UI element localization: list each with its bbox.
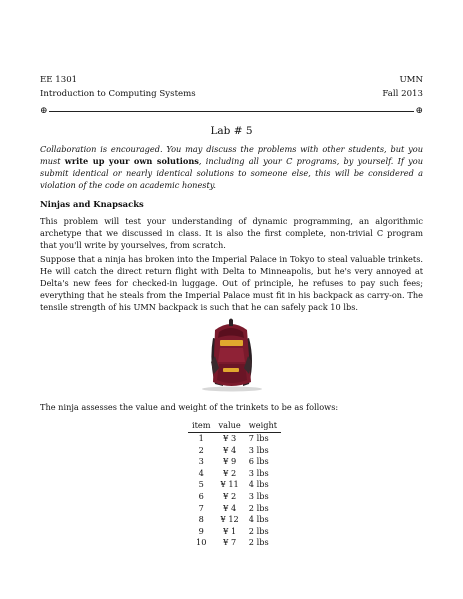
institution: UMN — [399, 75, 423, 85]
weight-cell: 7 lbs — [248, 433, 269, 443]
value-cell: ¥ 9 — [223, 456, 237, 467]
intro-paragraph: This problem will test your understanding of dynamic programming, an algorithmic archetype that we discussed in class. It is also the first complete, non-trivial C program that you'll write by yourselves, from scratch. — [40, 216, 423, 250]
value-cell: ¥ 4 — [223, 502, 237, 513]
rule-mark-left: ⊕ — [40, 106, 48, 116]
collaboration-policy — [40, 143, 423, 191]
weight-cell: 3 lbs — [248, 444, 269, 455]
page-title: Lab # 5 — [210, 125, 253, 137]
item-cell: 4 — [198, 467, 204, 478]
table-row — [188, 514, 281, 526]
weight-cell: 3 lbs — [248, 467, 269, 478]
value-cell: ¥ 3 — [223, 433, 237, 443]
story-paragraph: Suppose that a ninja has broken into the Imperial Palace in Tokyo to steal valuable trinkets. He will catch the direct return flight with Delta to Minneapolis, but he's very annoyed at Delta's new fees for checked-in luggage. Out of principle, he refuses to pay such fees; everything that he steals from the Imperial Palace must fit in his backpack as carry-on. The tensile strength of his UMN backpack is such that he can safely pack 10 lbs. — [40, 254, 423, 312]
value-cell: ¥ 11 — [220, 479, 239, 490]
value-cell: ¥ 2 — [223, 490, 237, 501]
weight-cell: 4 lbs — [248, 479, 269, 490]
header-rule — [40, 107, 423, 116]
item-cell: 7 — [198, 502, 204, 513]
rule-line — [49, 111, 414, 112]
value-cell: ¥ 4 — [223, 444, 237, 455]
value-cell: ¥ 1 — [223, 525, 237, 536]
collaboration-text-2: , including all your C programs, by yourself. If you submit identical or nearly identical solutions to someone else, this will be considered a violation of the code on academic honesty. — [40, 156, 423, 190]
item-cell: 9 — [198, 525, 204, 536]
value-cell: ¥ 2 — [223, 467, 237, 478]
weight-cell: 3 lbs — [248, 490, 269, 501]
header-row-2 — [40, 89, 423, 100]
table-row — [188, 468, 281, 480]
item-cell: 1 — [198, 433, 204, 443]
table-row — [188, 503, 281, 515]
table-header-row — [188, 420, 281, 433]
table-row — [188, 456, 281, 468]
header-row-1 — [40, 75, 423, 86]
collaboration-text-1: Collaboration is encouraged. You may discuss the problems with other students, but you must — [40, 144, 423, 166]
item-cell: 8 — [198, 514, 204, 525]
column-header-value: value — [215, 420, 245, 433]
trinket-table — [188, 420, 281, 549]
column-header-item: item — [188, 420, 215, 433]
weight-cell: 2 lbs — [248, 502, 269, 513]
table-row — [188, 537, 281, 549]
table-intro: The ninja assesses the value and weight of the trinkets to be as follows: — [40, 402, 339, 412]
weight-cell: 2 lbs — [248, 525, 269, 536]
item-cell: 2 — [198, 444, 204, 455]
table-row — [188, 491, 281, 503]
section-heading: Ninjas and Knapsacks — [40, 199, 144, 209]
rule-mark-right: ⊕ — [415, 106, 423, 116]
course-name: Introduction to Computing Systems — [40, 89, 196, 99]
table-row — [188, 445, 281, 457]
item-cell: 6 — [198, 490, 204, 501]
weight-cell: 4 lbs — [248, 514, 269, 525]
weight-cell: 6 lbs — [248, 456, 269, 467]
item-cell: 3 — [198, 456, 204, 467]
item-cell: 10 — [196, 537, 207, 548]
value-cell: ¥ 12 — [220, 514, 239, 525]
value-cell: ¥ 7 — [223, 537, 237, 548]
collaboration-emphasis: write up your own solutions — [64, 156, 199, 166]
table-row — [188, 479, 281, 491]
table-row — [188, 433, 281, 445]
item-cell: 5 — [198, 479, 204, 490]
weight-cell: 2 lbs — [248, 537, 269, 548]
column-header-weight: weight — [245, 420, 281, 433]
course-code: EE 1301 — [40, 75, 78, 85]
table-row — [188, 526, 281, 538]
term: Fall 2013 — [382, 89, 423, 99]
backpack-image — [193, 316, 269, 392]
